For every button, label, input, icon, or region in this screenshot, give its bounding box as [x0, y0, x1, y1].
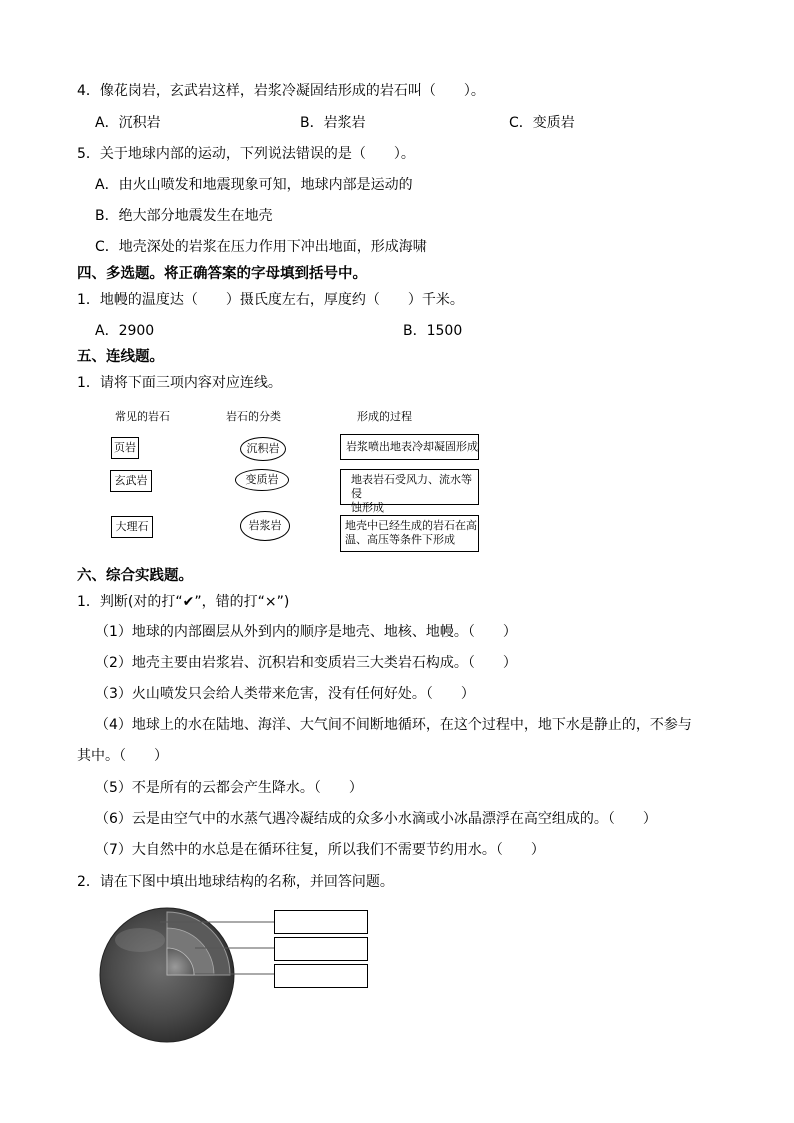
section5-title: 五、连线题。: [77, 349, 164, 365]
q5-option-c: C．地壳深处的岩浆在压力作用下冲出地面，形成海啸: [95, 239, 427, 255]
process-1-text: 岩浆喷出地表冷却凝固形成: [346, 440, 478, 453]
rock-basalt-label: 玄武岩: [114, 474, 148, 487]
judge-item-3: （3）火山喷发只会给人类带来危害，没有任何好处。（ ）: [95, 686, 475, 702]
process-2-line-2: 蚀形成: [351, 501, 384, 514]
judge-item-4: （4）地球上的水在陆地、海洋、大气间不间断地循环，在这个过程中，地下水是静止的，不参与: [95, 717, 692, 733]
q4-option-a: A．沉积岩: [95, 115, 161, 131]
section4-title: 四、多选题。将正确答案的字母填到括号中。: [77, 266, 367, 282]
process-3-line-2: 温、高压等条件下形成: [345, 533, 455, 546]
q4-option-c: C．变质岩: [509, 115, 575, 131]
process-3-line-1: 地壳中已经生成的岩石在高: [345, 519, 477, 532]
rock-marble-label: 大理石: [115, 520, 149, 533]
rock-box-shale[interactable]: [111, 437, 139, 459]
process-box-2[interactable]: [340, 469, 479, 514]
q5-option-a: A．由火山喷发和地震现象可知，地球内部是运动的: [95, 177, 413, 193]
section4-option-b: B．1500: [403, 323, 463, 339]
process-box-1[interactable]: [340, 434, 479, 460]
judge-item-1: （1）地球的内部圈层从外到内的顺序是地壳、地核、地幔。（ ）: [95, 624, 517, 640]
type-igneous-label: 岩浆岩: [248, 519, 282, 532]
earth-label-box-1[interactable]: [274, 910, 368, 934]
q4-option-b: B．岩浆岩: [300, 115, 366, 131]
process-box-3[interactable]: [340, 515, 479, 552]
earth-label-box-3[interactable]: [274, 964, 368, 988]
type-oval-igneous[interactable]: [240, 511, 290, 541]
judge-item-7: （7）大自然中的水总是在循环往复，所以我们不需要节约用水。（ ）: [95, 842, 545, 858]
section6-q2: 2．请在下图中填出地球结构的名称，并回答问题。: [77, 874, 394, 890]
q5-option-b: B．绝大部分地震发生在地壳: [95, 208, 273, 224]
earth-highlight: [115, 928, 165, 952]
process-2-line-1: 地表岩石受风力、流水等侵: [351, 473, 472, 500]
section4-option-a: A．2900: [95, 323, 155, 339]
type-sedimentary-label: 沉积岩: [246, 442, 280, 455]
header-rock-types: 岩石的分类: [226, 410, 281, 423]
judge-item-4-cont: 其中。（ ）: [77, 748, 168, 764]
section6-title: 六、综合实践题。: [77, 568, 193, 584]
header-common-rocks: 常见的岩石: [115, 410, 170, 423]
type-oval-sedimentary[interactable]: [240, 437, 286, 461]
judge-item-2: （2）地壳主要由岩浆岩、沉积岩和变质岩三大类岩石构成。（ ）: [95, 655, 517, 671]
type-oval-metamorphic[interactable]: [235, 469, 289, 491]
q4-stem: 4．像花岗岩，玄武岩这样，岩浆冷凝固结形成的岩石叫（ ）。: [77, 83, 485, 99]
earth-label-box-2[interactable]: [274, 937, 368, 961]
rock-box-basalt[interactable]: [110, 470, 152, 492]
rock-shale-label: 页岩: [114, 441, 136, 454]
header-formation-process: 形成的过程: [357, 410, 412, 423]
section5-q1: 1．请将下面三项内容对应连线。: [77, 375, 282, 391]
judge-item-6: （6）云是由空气中的水蒸气遇冷凝结成的众多小水滴或小冰晶漂浮在高空组成的。（ ）: [95, 811, 657, 827]
rock-box-marble[interactable]: [111, 516, 153, 538]
q5-stem: 5．关于地球内部的运动，下列说法错误的是（ ）。: [77, 146, 415, 162]
section6-q1: 1．判断(对的打“✔”，错的打“×”): [77, 594, 290, 610]
section4-q1: 1．地幔的温度达（ ）摄氏度左右，厚度约（ ）千米。: [77, 292, 464, 308]
judge-item-5: （5）不是所有的云都会产生降水。（ ）: [95, 780, 363, 796]
type-metamorphic-label: 变质岩: [245, 473, 279, 486]
